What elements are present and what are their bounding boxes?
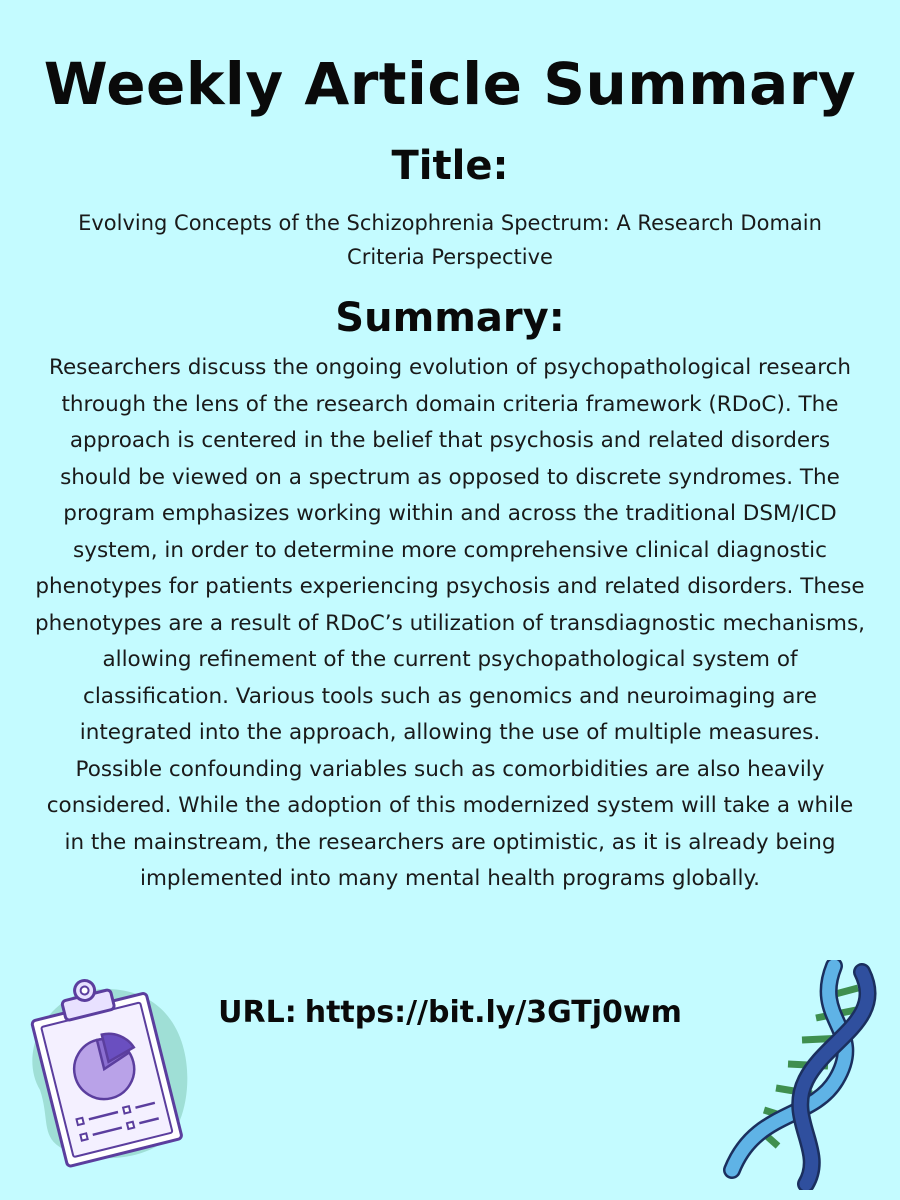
article-summary: Researchers discuss the ongoing evolution of psychopathological research through the lens of the research domain criteria framework (RDoC). The approach is centered in the belief that psychosis and related disorders should be viewed on a spectrum as opposed to discrete syndromes. The program emphasizes working within and across the traditional DSM/ICD system, in order to determine more comprehensive clinical diagnostic phenotypes for patients experiencing psychosis and related disorders. These phenotypes are a result of RDoC’s utilization of transdiagnostic mechanisms, allowing refinement of the current psychopathological system of classification. Various tools such as genomics and neuroimaging are integrated into the approach, allowing the use of multiple measures. Possible confounding variables such as comorbidities are also heavily considered. While the adoption of this modernized system will take a while in the mainstream, the researchers are optimistic, as it is already being implemented into many mental health programs globally.: [34, 355, 866, 891]
url-label: URL:: [218, 995, 297, 1030]
article-url-link[interactable]: https://bit.ly/3GTj0wm: [304, 995, 682, 1030]
title-label: Title:: [391, 143, 509, 189]
summary-label: Summary:: [335, 295, 565, 341]
page-heading: Weekly Article Summary: [43, 50, 857, 118]
article-title: Evolving Concepts of the Schizophrenia Spectrum: A Research Domain Criteria Perspective: [78, 211, 822, 269]
clipboard-pie-chart-icon: [10, 970, 200, 1170]
dna-helix-icon: [716, 960, 896, 1190]
